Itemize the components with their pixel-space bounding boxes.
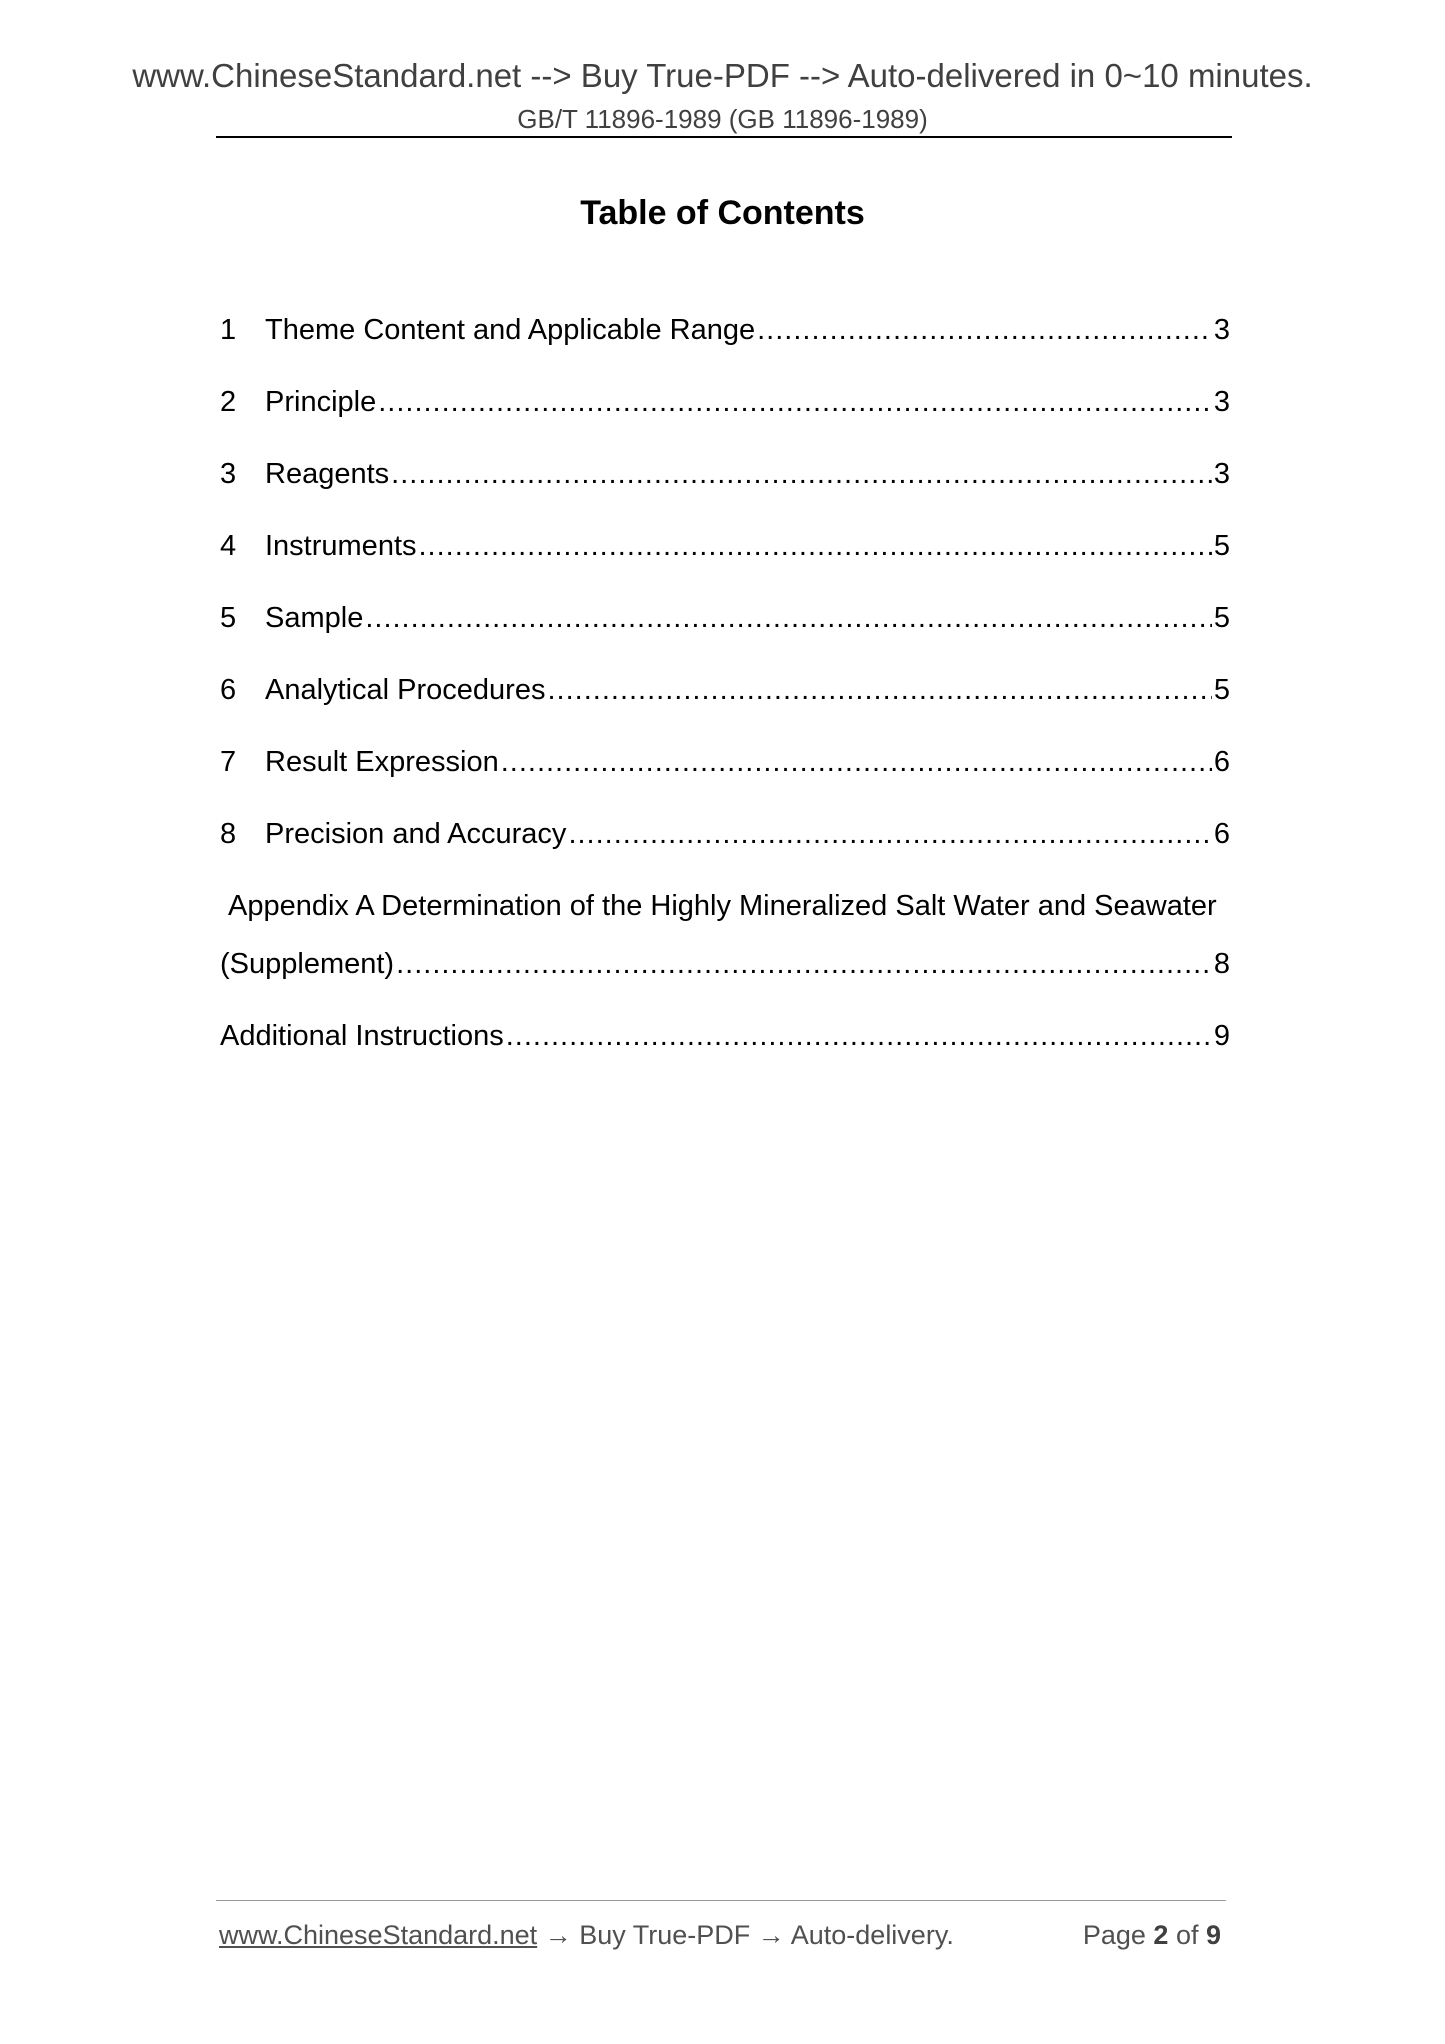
header-divider [216,136,1232,138]
toc-entry[interactable] [220,814,1230,886]
toc-leader-dots [396,944,1212,984]
toc-entry-label: Reagents [265,458,390,490]
page-number-prefix: Page [1082,1920,1154,1950]
header-promo-text: www.ChineseStandard.net --> Buy True-PDF --> Auto-delivered in 0~10 minutes. [132,57,1313,94]
toc-entry[interactable] [220,670,1230,742]
footer-promo [219,1918,954,1952]
toc-leader-dots [506,1016,1212,1056]
toc-entry-label: Principle [265,386,377,418]
toc-entry-page: 5 [1213,530,1230,562]
toc-entry-number: 7 [220,746,237,778]
toc-title: Table of Contents [580,194,865,232]
toc-entry-number: 6 [220,674,237,706]
toc-entry-page: 6 [1213,818,1230,850]
toc-entry-additional[interactable] [220,1016,1230,1088]
toc-entry-page: 3 [1213,458,1230,490]
toc-entry-page: 9 [1213,1020,1230,1052]
footer-website-link[interactable]: www.ChineseStandard.net [219,1920,538,1950]
toc-entry-label: Additional Instructions [220,1020,504,1052]
footer-promo-text: → Buy True-PDF → Auto-delivery. [537,1920,954,1950]
toc-entry-page: 8 [1213,948,1230,980]
header-standard-number: GB/T 11896-1989 (GB 11896-1989) [517,104,928,134]
toc-entry-number: 4 [220,530,237,562]
toc-leader-dots [365,598,1212,638]
toc-entry[interactable] [220,526,1230,598]
toc-entry-number: 8 [220,818,237,850]
toc-entry[interactable] [220,454,1230,526]
toc-leader-dots [547,670,1211,710]
toc-leader-dots [378,382,1212,422]
toc-entry-label: Analytical Procedures [265,674,546,706]
toc-entry-page: 5 [1213,674,1230,706]
toc-entry-page: 6 [1213,746,1230,778]
toc-entry-label: Sample [265,602,364,634]
toc-entry[interactable] [220,382,1230,454]
toc-leader-dots [757,310,1212,350]
toc-entry-appendix[interactable] [220,886,1230,1016]
toc-entry-number: 2 [220,386,237,418]
toc-leader-dots [501,742,1212,782]
page-number-total: 9 [1205,1920,1221,1950]
toc-entry-number: 1 [220,314,237,346]
toc-entry-label: Precision and Accuracy [265,818,567,850]
page-number-mid: of [1168,1920,1206,1950]
page-number-current: 2 [1153,1920,1169,1950]
toc-entry[interactable] [220,742,1230,814]
toc-list [220,310,1230,1088]
toc-entry-page: 5 [1213,602,1230,634]
toc-leader-dots [568,814,1211,854]
toc-entry-label: Theme Content and Applicable Range [265,314,756,346]
toc-entry-number: 5 [220,602,237,634]
toc-entry-page: 3 [1213,314,1230,346]
toc-leader-dots [419,526,1212,566]
toc-entry-number: 3 [220,458,237,490]
toc-leader-dots [391,454,1212,494]
toc-appendix-supplement: (Supplement) [220,948,395,980]
toc-entry-page: 3 [1213,386,1230,418]
toc-entry[interactable] [220,598,1230,670]
toc-entry[interactable] [220,310,1230,382]
toc-entry-label: Instruments [265,530,417,562]
page-number [1083,1918,1221,1952]
toc-appendix-title: Appendix A Determination of the Highly Mineralized Salt Water and Seawater [228,890,1217,922]
footer-divider [216,1900,1226,1901]
toc-entry-label: Result Expression [265,746,499,778]
